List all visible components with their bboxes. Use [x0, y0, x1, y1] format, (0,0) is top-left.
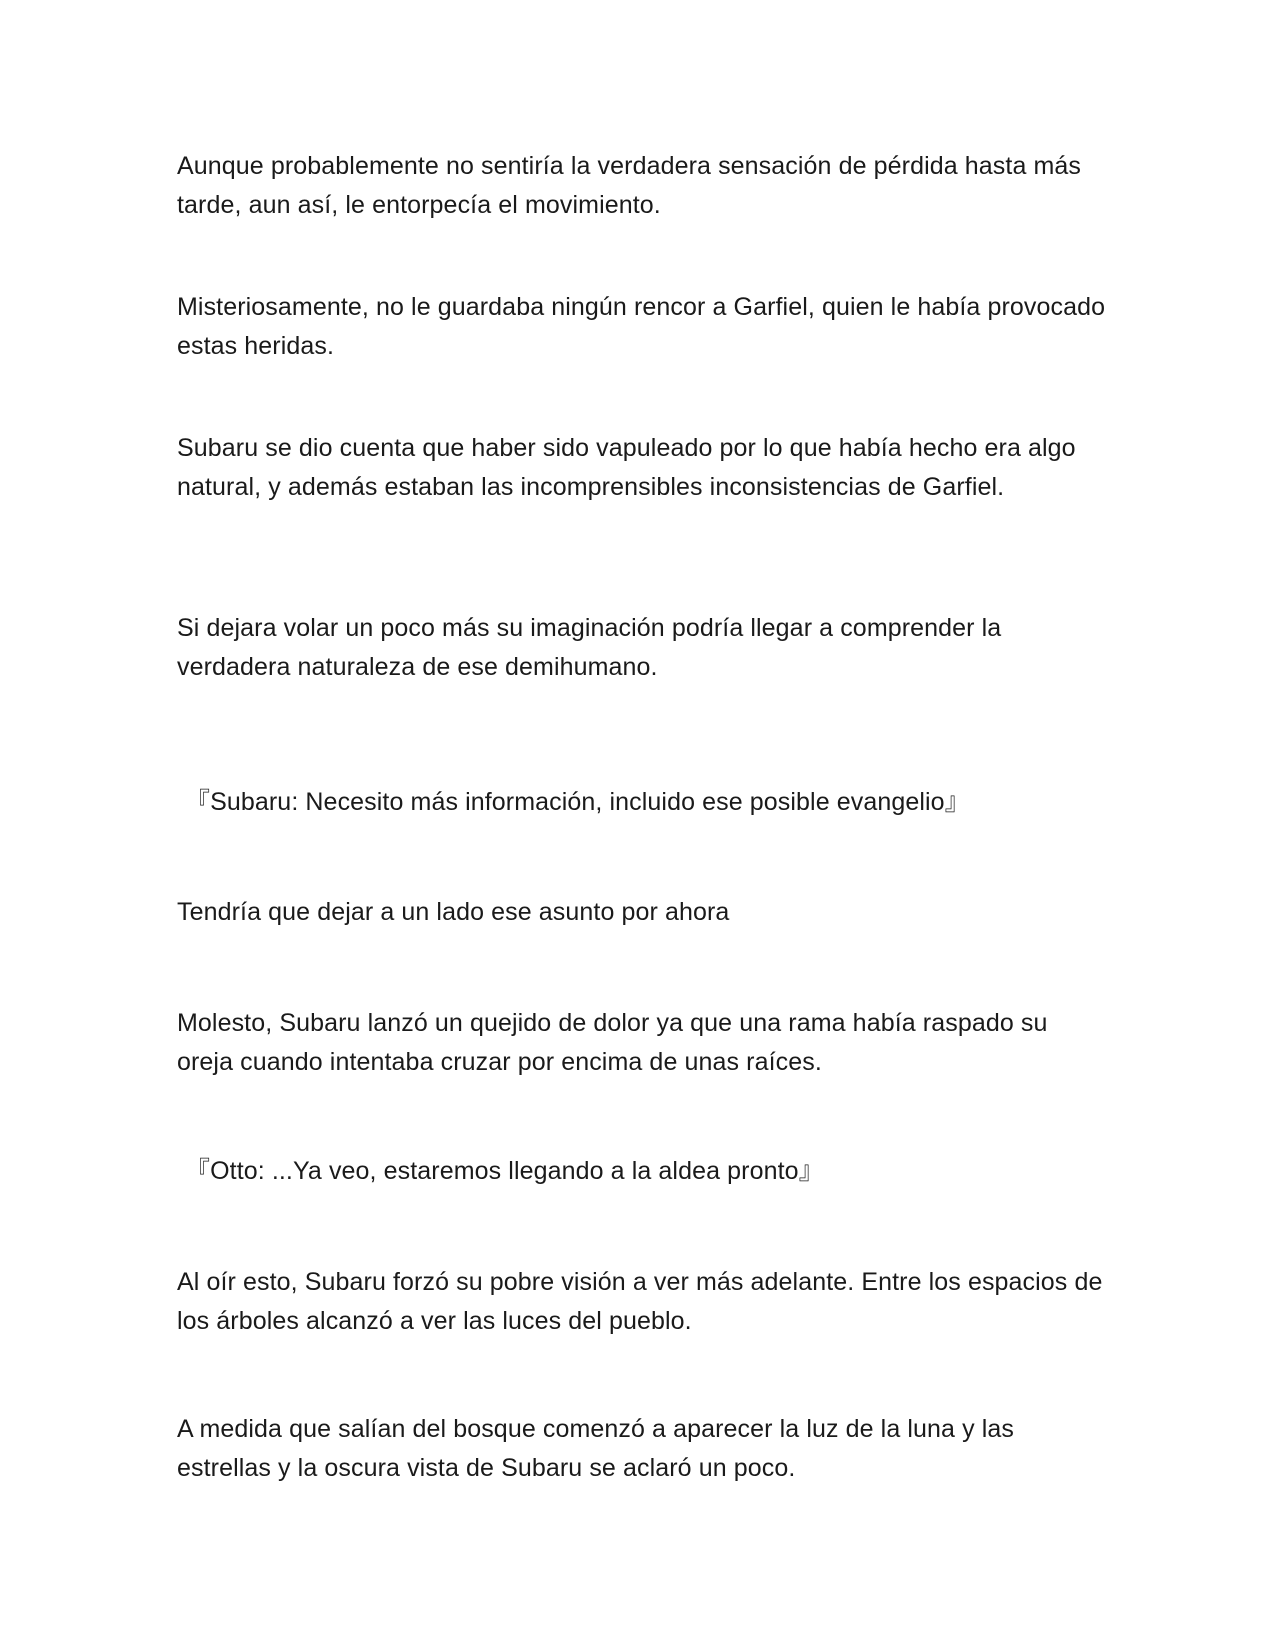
dialogue-otto: 『Otto: ...Ya veo, estaremos llegando a la aldea pronto』: [185, 1157, 824, 1185]
paragraph-7: Molesto, Subaru lanzó un quejido de dolor ya que una rama había raspado su oreja cuando intentaba cruzar por encima de unas raíces.: [177, 1009, 1048, 1076]
paragraph-10: A medida que salían del bosque comenzó a aparecer la luz de la luna y las estrellas y la oscura vista de Subaru se aclaró un poco.: [177, 1415, 1014, 1482]
paragraph-2: Misteriosamente, no le guardaba ningún rencor a Garfiel, quien le había provocado estas heridas.: [177, 293, 1106, 360]
paragraph-6: Tendría que dejar a un lado ese asunto por ahora: [177, 898, 730, 926]
paragraph-3: Subaru se dio cuenta que haber sido vapuleado por lo que había hecho era algo natural, y además estaban las incomprensibles inconsistencias de Garfiel.: [177, 434, 1076, 501]
paragraph-1: Aunque probablemente no sentiría la verdadera sensación de pérdida hasta más tarde, aun así, le entorpecía el movimiento.: [177, 152, 1082, 219]
dialogue-subaru: 『Subaru: Necesito más información, incluido ese posible evangelio』: [185, 788, 970, 816]
paragraph-4: Si dejara volar un poco más su imaginación podría llegar a comprender la verdadera naturaleza de ese demihumano.: [177, 614, 1002, 681]
paragraph-9: Al oír esto, Subaru forzó su pobre visión a ver más adelante. Entre los espacios de los árboles alcanzó a ver las luces del pueblo.: [177, 1268, 1103, 1335]
